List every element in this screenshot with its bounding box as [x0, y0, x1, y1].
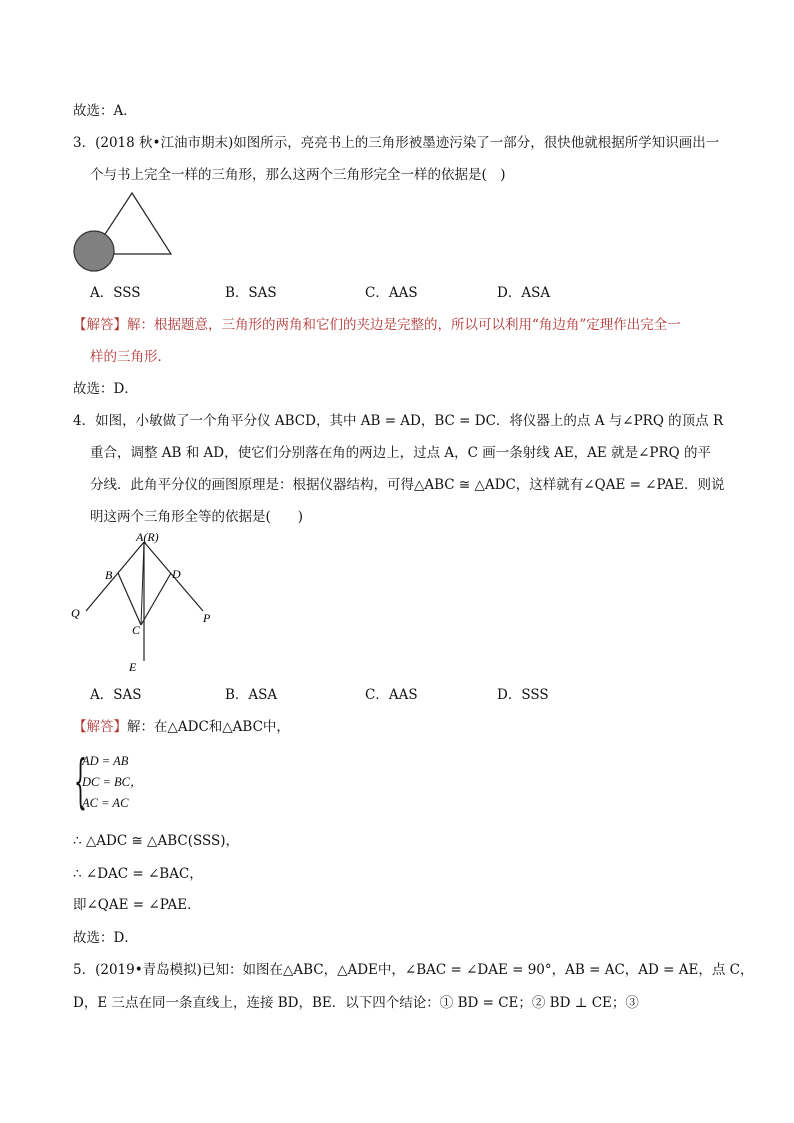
q3-option-b[interactable]: B．SAS [225, 285, 277, 301]
q4-option-b[interactable]: B．ASA [225, 687, 278, 703]
system-eq-1: AD = AB [82, 754, 129, 768]
q4-answer-intro [73, 718, 290, 736]
q5-stem-line2: D，E 三点在同一条直线上，连接 BD，BE．以下四个结论：① BD = CE；② BD ⊥ CE；③ [73, 995, 639, 1011]
answer-tag: 【解答】 [73, 317, 127, 333]
label-b: B [105, 568, 113, 582]
q3-option-d[interactable]: D．ASA [497, 285, 551, 301]
segment-bc [118, 573, 141, 625]
q3-answer-line2: 样的三角形． [90, 349, 171, 365]
q3-option-c[interactable]: C．AAS [365, 285, 418, 301]
q3-conclusion: 故选：D． [73, 381, 138, 397]
q5-stem-line1: 5．(2019•青岛模拟)已知：如图在△ABC，△ADE中，∠BAC = ∠DAE = 90°，AB = AC，AD = AE，点 C， [73, 962, 754, 978]
q4-step2: ∴ ∠DAC = ∠BAC， [73, 866, 203, 882]
q3-stem-line1: 3．(2018 秋•江油市期末)如图所示，亮亮书上的三角形被墨迹污染了一部分，很快他就根据所学知识画出一 [73, 135, 720, 151]
q4-stem-line2: 重合，调整 AB 和 AD，使它们分别落在角的两边上，过点 A，C 画一条射线 AE，AE 就是∠PRQ 的平 [90, 445, 711, 461]
q4-conclusion: 故选：D． [73, 930, 138, 946]
q4-stem-line1: 4．如图，小敏做了一个角平分仪 ABCD，其中 AB = AD，BC = DC．将仪器上的点 A 与∠PRQ 的顶点 R [73, 413, 724, 429]
answer-text: 解：在△ADC和△ABC中， [127, 719, 290, 735]
q4-stem-line3: 分线．此角平分仪的画图原理是：根据仪器结构，可得△ABC ≅ △ADC，这样就有∠QAE = ∠PAE．则说 [90, 477, 725, 493]
label-p: P [203, 611, 211, 625]
q4-step3: 即∠QAE = ∠PAE． [73, 897, 201, 913]
q4-option-c[interactable]: C．AAS [365, 687, 418, 703]
q4-option-a[interactable]: A．SAS [90, 687, 142, 703]
system-brace: { [74, 747, 87, 815]
label-q: Q [71, 606, 80, 620]
q4-stem-line4: 明这两个三角形全等的依据是( ) [90, 509, 304, 525]
label-a-r: A(R) [136, 530, 159, 544]
label-e: E [129, 660, 137, 674]
answer-text: 解：根据题意，三角形的两角和它们的夹边是完整的，所以可以利用“角边角”定理作出完全一 [127, 317, 681, 333]
system-eq-3: AC = AC [82, 796, 129, 810]
label-c: C [132, 623, 141, 637]
system-eq-2: DC = BC， [82, 775, 143, 789]
q3-figure-stained-triangle [70, 188, 180, 274]
q4-option-d[interactable]: D．SSS [497, 687, 549, 703]
q4-step1: ∴ △ADC ≅ △ABC(SSS)， [73, 833, 239, 849]
ink-stain [74, 231, 114, 271]
q3-stem-line2: 个与书上完全一样的三角形，那么这两个三角形完全一样的依据是( ) [90, 167, 506, 183]
q4-figure-angle-bisector [60, 528, 230, 676]
q2-conclusion: 故选：A． [73, 103, 137, 119]
segment-ray-aq [86, 542, 144, 611]
label-d: D [172, 567, 181, 581]
segment-dc [141, 573, 171, 625]
answer-tag: 【解答】 [73, 719, 127, 735]
q3-answer-line1 [73, 316, 681, 334]
q3-option-a[interactable]: A．SSS [90, 285, 141, 301]
